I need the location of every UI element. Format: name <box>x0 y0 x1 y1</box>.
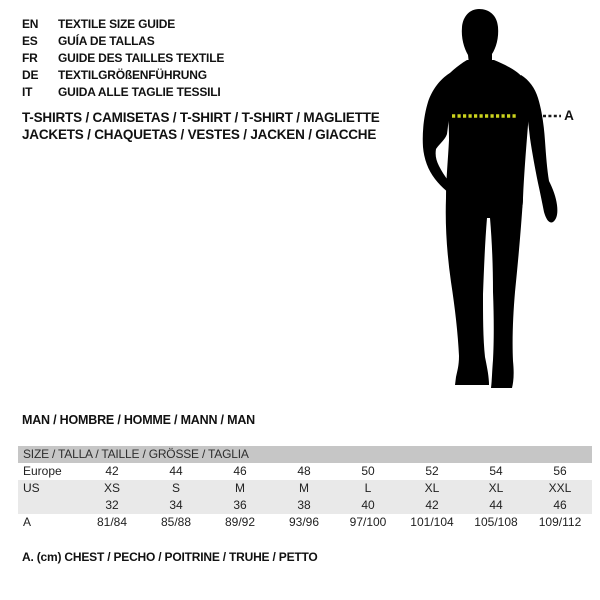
table-cell: XS <box>103 481 120 495</box>
table-cell: 56 <box>553 464 567 478</box>
table-row-chest-a <box>18 514 592 531</box>
table-cell: 32 <box>105 498 119 512</box>
table-cell: XXL <box>548 481 572 495</box>
language-title: GUIDA ALLE TAGLIE TESSILI <box>58 85 221 99</box>
table-cell: 97/100 <box>349 515 387 529</box>
table-cell: 38 <box>297 498 311 512</box>
measurement-footnote: A. (cm) CHEST / PECHO / POITRINE / TRUHE / PETTO <box>22 550 318 564</box>
language-code: DE <box>22 68 39 82</box>
section-title-man: MAN / HOMBRE / HOMME / MANN / MAN <box>22 413 255 427</box>
table-row-us <box>18 480 592 497</box>
table-cell: XL <box>424 481 440 495</box>
table-cell: 44 <box>169 464 183 478</box>
language-title: TEXTILGRÖßENFÜHRUNG <box>58 68 207 82</box>
table-cell: XL <box>488 481 504 495</box>
category-line-jackets: JACKETS / CHAQUETAS / VESTES / JACKEN / GIACCHE <box>22 127 377 142</box>
language-title: GUÍA DE TALLAS <box>58 34 155 48</box>
language-title: GUIDE DES TAILLES TEXTILE <box>58 51 225 65</box>
table-cell: 109/112 <box>538 515 582 529</box>
table-cell: 36 <box>233 498 247 512</box>
table-cell: 81/84 <box>96 515 128 529</box>
language-title: TEXTILE SIZE GUIDE <box>58 17 176 31</box>
size-table-header: SIZE / TALLA / TAILLE / GRÖSSE / TAGLIA <box>18 446 592 463</box>
row-label: US <box>23 481 40 495</box>
row-label: A <box>23 515 32 529</box>
table-cell: 52 <box>425 464 439 478</box>
language-code: EN <box>22 17 39 31</box>
table-cell: 89/92 <box>224 515 256 529</box>
table-cell: 44 <box>489 498 503 512</box>
table-cell: M <box>299 481 309 495</box>
language-code: FR <box>22 51 38 65</box>
size-table <box>18 446 592 531</box>
table-cell: 93/96 <box>288 515 320 529</box>
silhouette-left-leg <box>446 198 489 385</box>
table-cell: S <box>171 481 180 495</box>
category-line-tshirts: T-SHIRTS / CAMISETAS / T-SHIRT / T-SHIRT / MAGLIETTE <box>22 110 380 125</box>
table-cell: L <box>364 481 372 495</box>
table-cell: 54 <box>489 464 503 478</box>
table-cell: 42 <box>105 464 119 478</box>
table-cell: 46 <box>553 498 567 512</box>
table-cell: 105/108 <box>474 515 518 529</box>
table-cell: 42 <box>425 498 439 512</box>
table-row-uk-sizes <box>18 497 592 514</box>
table-cell: 48 <box>297 464 311 478</box>
table-row-europe <box>18 463 592 480</box>
row-label <box>18 497 80 514</box>
language-code: ES <box>22 34 38 48</box>
silhouette-head <box>462 9 498 64</box>
silhouette-right-leg <box>490 198 523 388</box>
language-code: IT <box>22 85 33 99</box>
measure-label-a: A <box>564 108 574 123</box>
table-cell: M <box>235 481 245 495</box>
table-cell: 85/88 <box>160 515 192 529</box>
table-cell: 34 <box>169 498 183 512</box>
row-label: Europe <box>23 464 62 478</box>
table-cell: 50 <box>361 464 375 478</box>
table-cell: 40 <box>361 498 375 512</box>
table-cell: 46 <box>233 464 247 478</box>
table-cell: 101/104 <box>410 515 454 529</box>
